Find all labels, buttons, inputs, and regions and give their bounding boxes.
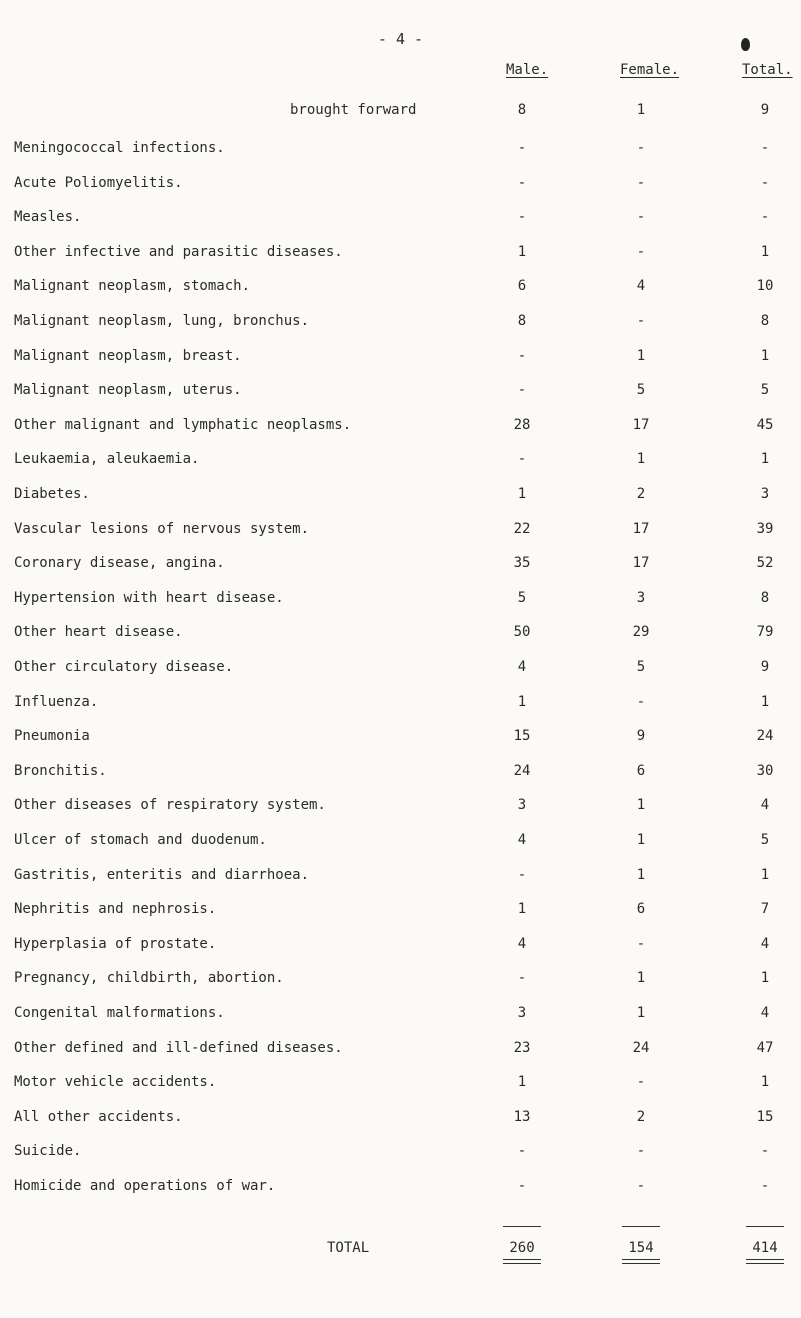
cause-label: Malignant neoplasm, lung, bronchus. bbox=[14, 313, 310, 329]
total-value: 39 bbox=[756, 520, 774, 537]
total-value: 30 bbox=[756, 762, 774, 779]
total-value: 10 bbox=[756, 278, 774, 295]
total-value: 1 bbox=[760, 970, 770, 987]
cause-label: Congenital malformations. bbox=[14, 1005, 225, 1021]
total-value: - bbox=[760, 1178, 770, 1194]
cause-label: Bronchitis. bbox=[14, 762, 107, 779]
table-row bbox=[0, 795, 801, 815]
female-value: 1 bbox=[636, 102, 646, 118]
cause-label: Coronary disease, angina. bbox=[14, 555, 225, 572]
total-value: 7 bbox=[760, 901, 770, 918]
total-value: - bbox=[760, 140, 770, 156]
total-value: 8 bbox=[760, 589, 770, 606]
table-row bbox=[0, 553, 801, 573]
cause-label: Meningococcal infections. bbox=[14, 140, 225, 156]
table-row bbox=[0, 830, 801, 850]
male-value: 1 bbox=[517, 486, 527, 502]
double-rule-male bbox=[503, 1259, 541, 1264]
total-value: 1 bbox=[760, 347, 770, 364]
male-value: 1 bbox=[517, 1074, 527, 1091]
cause-label: Acute Poliomyelitis. bbox=[14, 174, 183, 191]
cause-label: Other diseases of respiratory system. bbox=[14, 797, 326, 814]
column-header-male: Male. bbox=[506, 62, 549, 78]
table-row bbox=[0, 1107, 801, 1127]
table-row bbox=[0, 380, 801, 400]
table-row bbox=[0, 207, 801, 227]
female-value: 9 bbox=[636, 728, 646, 745]
total-value: 5 bbox=[760, 832, 770, 848]
male-value: - bbox=[517, 1143, 527, 1160]
male-value: - bbox=[517, 140, 527, 156]
total-value: 1 bbox=[760, 1074, 770, 1091]
total-value: 4 bbox=[760, 935, 770, 952]
rule-female bbox=[622, 1226, 660, 1227]
female-value: - bbox=[636, 243, 646, 260]
total-row bbox=[0, 1238, 801, 1258]
double-rule-female bbox=[622, 1259, 660, 1264]
male-value: - bbox=[517, 209, 527, 226]
table-row bbox=[0, 276, 801, 296]
cause-label: Nephritis and nephrosis. bbox=[14, 901, 217, 918]
female-value: 5 bbox=[636, 659, 646, 675]
table-row bbox=[0, 692, 801, 712]
female-value: 1 bbox=[636, 1005, 646, 1021]
male-value: 1 bbox=[517, 901, 527, 918]
female-value: 17 bbox=[632, 416, 650, 433]
female-value: 1 bbox=[636, 451, 646, 468]
male-value: 50 bbox=[513, 624, 531, 641]
female-value: - bbox=[636, 313, 646, 329]
cause-label: Hyperplasia of prostate. bbox=[14, 935, 217, 952]
female-value: 24 bbox=[632, 1039, 650, 1056]
female-value: 1 bbox=[636, 832, 646, 848]
table-row bbox=[0, 1176, 801, 1196]
cause-label: Homicide and operations of war. bbox=[14, 1178, 276, 1194]
total-value: 4 bbox=[760, 797, 770, 814]
cause-label: Other defined and ill-defined diseases. bbox=[14, 1039, 343, 1056]
male-value: 3 bbox=[517, 1005, 527, 1021]
male-value: - bbox=[517, 1178, 527, 1194]
cause-label: Malignant neoplasm, breast. bbox=[14, 347, 242, 364]
total-value: 4 bbox=[760, 1005, 770, 1021]
table-row bbox=[0, 1141, 801, 1161]
total-value: 1 bbox=[760, 243, 770, 260]
male-value: 1 bbox=[517, 693, 527, 710]
table-row bbox=[0, 622, 801, 642]
table-row bbox=[0, 934, 801, 954]
cause-label: All other accidents. bbox=[14, 1108, 183, 1125]
female-value: - bbox=[636, 693, 646, 710]
double-rule-total bbox=[746, 1259, 784, 1264]
female-value: 5 bbox=[636, 382, 646, 399]
cause-label: Pneumonia bbox=[14, 728, 90, 745]
table-row bbox=[0, 968, 801, 988]
cause-label: Ulcer of stomach and duodenum. bbox=[14, 832, 267, 848]
male-value: - bbox=[517, 451, 527, 468]
ink-mark bbox=[741, 38, 750, 51]
total-value: 3 bbox=[760, 486, 770, 502]
cause-label: Malignant neoplasm, stomach. bbox=[14, 278, 251, 295]
female-value: 1 bbox=[636, 797, 646, 814]
cause-label: Other circulatory disease. bbox=[14, 659, 234, 675]
total-value: - bbox=[760, 209, 770, 226]
male-value: - bbox=[517, 174, 527, 191]
rule-male bbox=[503, 1226, 541, 1227]
total-value: 8 bbox=[760, 313, 770, 329]
female-value: - bbox=[636, 935, 646, 952]
total-value: 1 bbox=[760, 693, 770, 710]
cause-label: Other heart disease. bbox=[14, 624, 183, 641]
total-value: 24 bbox=[756, 728, 774, 745]
cause-label: Measles. bbox=[14, 209, 82, 226]
male-value: 35 bbox=[513, 555, 531, 572]
female-value: 2 bbox=[636, 1108, 646, 1125]
total-value: 1 bbox=[760, 866, 770, 883]
male-value: 4 bbox=[517, 832, 527, 848]
female-value: 6 bbox=[636, 901, 646, 918]
cause-label: Diabetes. bbox=[14, 486, 90, 502]
table-row bbox=[0, 138, 801, 158]
table-row bbox=[0, 657, 801, 677]
grand-total: 414 bbox=[752, 1240, 778, 1256]
table-row bbox=[0, 1003, 801, 1023]
male-value: 4 bbox=[517, 935, 527, 952]
male-value: 5 bbox=[517, 589, 527, 606]
cause-label: Suicide. bbox=[14, 1143, 82, 1160]
cause-label: Malignant neoplasm, uterus. bbox=[14, 382, 242, 399]
table-row bbox=[0, 726, 801, 746]
female-value: 6 bbox=[636, 762, 646, 779]
cause-label: Hypertension with heart disease. bbox=[14, 589, 284, 606]
rule-total bbox=[746, 1226, 784, 1227]
female-value: 3 bbox=[636, 589, 646, 606]
table-row bbox=[0, 311, 801, 331]
male-value: 22 bbox=[513, 520, 531, 537]
total-value: 5 bbox=[760, 382, 770, 399]
brought-forward-row bbox=[0, 100, 801, 120]
male-value: 8 bbox=[517, 313, 527, 329]
total-value: 79 bbox=[756, 624, 774, 641]
table-row bbox=[0, 449, 801, 469]
female-value: - bbox=[636, 1074, 646, 1091]
cause-label: Vascular lesions of nervous system. bbox=[14, 520, 310, 537]
female-value: 1 bbox=[636, 866, 646, 883]
male-value: - bbox=[517, 866, 527, 883]
table-row bbox=[0, 346, 801, 366]
male-value: 13 bbox=[513, 1108, 531, 1125]
cause-label: Pregnancy, childbirth, abortion. bbox=[14, 970, 284, 987]
male-value: - bbox=[517, 347, 527, 364]
male-value: 4 bbox=[517, 659, 527, 675]
total-value: 1 bbox=[760, 451, 770, 468]
column-header-total: Total. bbox=[742, 62, 793, 78]
female-value: 2 bbox=[636, 486, 646, 502]
brought-forward-label: brought forward bbox=[290, 102, 417, 118]
cause-label: Gastritis, enteritis and diarrhoea. bbox=[14, 866, 310, 883]
female-value: 29 bbox=[632, 624, 650, 641]
female-total: 154 bbox=[628, 1240, 654, 1256]
total-value: 45 bbox=[756, 416, 774, 433]
male-value: 3 bbox=[517, 797, 527, 814]
cause-label: Motor vehicle accidents. bbox=[14, 1074, 217, 1091]
table-row bbox=[0, 415, 801, 435]
table-row bbox=[0, 173, 801, 193]
column-header-female: Female. bbox=[620, 62, 680, 78]
female-value: 1 bbox=[636, 347, 646, 364]
total-value: 15 bbox=[756, 1108, 774, 1125]
female-value: - bbox=[636, 1178, 646, 1194]
table-row bbox=[0, 865, 801, 885]
female-value: 17 bbox=[632, 555, 650, 572]
male-value: 15 bbox=[513, 728, 531, 745]
male-total: 260 bbox=[509, 1240, 535, 1256]
table-row bbox=[0, 1072, 801, 1092]
total-value: 9 bbox=[760, 102, 770, 118]
total-value: - bbox=[760, 174, 770, 191]
female-value: - bbox=[636, 209, 646, 226]
cause-label: Leukaemia, aleukaemia. bbox=[14, 451, 200, 468]
table-row bbox=[0, 1038, 801, 1058]
male-value: 8 bbox=[517, 102, 527, 118]
total-value: 47 bbox=[756, 1039, 774, 1056]
cause-label: Other malignant and lymphatic neoplasms. bbox=[14, 416, 352, 433]
cause-label: Other infective and parasitic diseases. bbox=[14, 243, 343, 260]
total-value: 52 bbox=[756, 555, 774, 572]
table-row bbox=[0, 519, 801, 539]
total-label: TOTAL bbox=[327, 1240, 370, 1256]
male-value: 28 bbox=[513, 416, 531, 433]
female-value: - bbox=[636, 140, 646, 156]
male-value: - bbox=[517, 382, 527, 399]
female-value: 17 bbox=[632, 520, 650, 537]
female-value: - bbox=[636, 1143, 646, 1160]
male-value: 6 bbox=[517, 278, 527, 295]
table-row bbox=[0, 242, 801, 262]
male-value: 1 bbox=[517, 243, 527, 260]
male-value: 24 bbox=[513, 762, 531, 779]
total-value: 9 bbox=[760, 659, 770, 675]
total-value: - bbox=[760, 1143, 770, 1160]
cause-label: Influenza. bbox=[14, 693, 99, 710]
table-row bbox=[0, 484, 801, 504]
table-row bbox=[0, 588, 801, 608]
male-value: - bbox=[517, 970, 527, 987]
table-row bbox=[0, 761, 801, 781]
female-value: - bbox=[636, 174, 646, 191]
female-value: 1 bbox=[636, 970, 646, 987]
table-row bbox=[0, 899, 801, 919]
page-number: - 4 - bbox=[377, 30, 424, 48]
female-value: 4 bbox=[636, 278, 646, 295]
male-value: 23 bbox=[513, 1039, 531, 1056]
